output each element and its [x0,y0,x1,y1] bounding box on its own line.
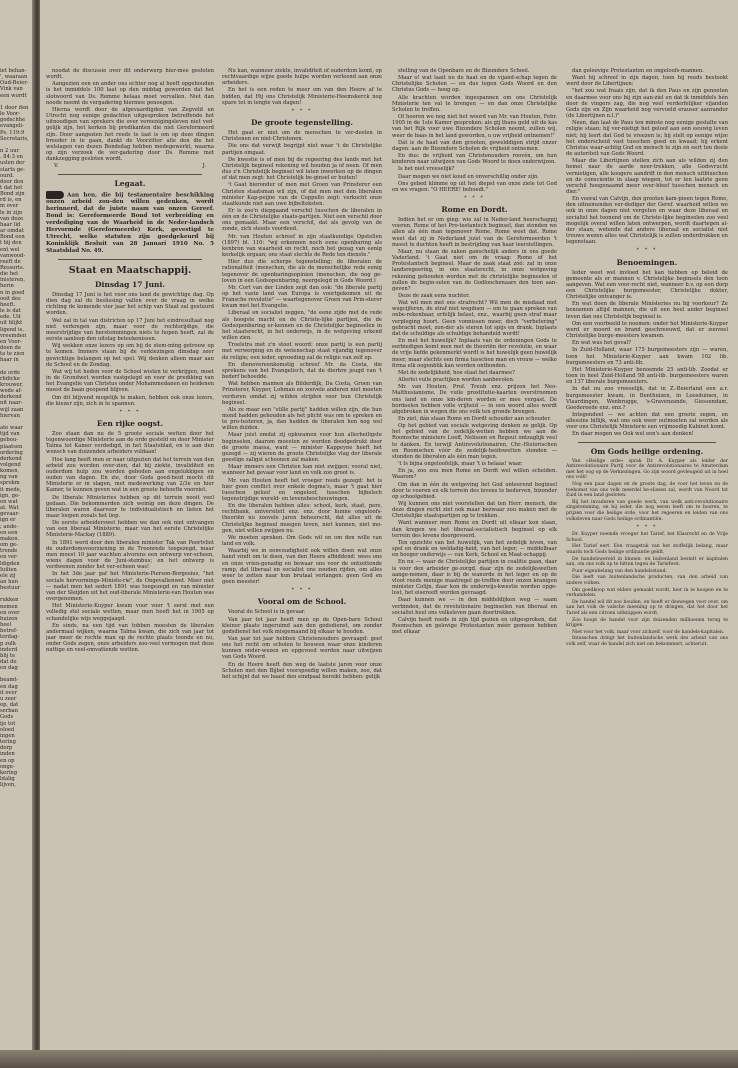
paragraph: Het Ministerie-Kuyper kwam voor voor 't eerst met een volledig stel sociale wetten, maar men heeft het in 1905 op schandelijke wijs weggejaagd. [46,603,214,622]
separator-stars: * * * [119,408,141,415]
fragment-line: haar lid [0,221,21,228]
legaat-heading: Legaat. [114,178,146,188]
paragraph: Troelstra met z'n stoot woord: onze partij is een partij met verwerping en de wetenschap staat vijandig tegenover de religie; een ieder, opvoeding zal de religie van zelf op. [222,342,382,361]
fragment-line: doen de [0,345,21,352]
fragment-line: en dag [0,683,18,690]
fragment-line: it over [0,689,17,696]
fragment-line: en over [0,609,20,616]
fragment-line: tering [0,739,16,746]
separator-stars: * * * [636,524,658,531]
paragraph: Van jaar tot jaar hebben Christenouders gevraagd: geef ons het recht om scholen te bouwen waar onze kinderen kunnen onder-wezen en opgevoed worden naar uitwijzen van Gods Woord. [222,635,382,661]
paragraph: Mr. van Houten heeft het vroeger reeds gezegd: het is hier geen conflict over enkele dogma's, maar 't gaat hier tusschen geloof en ongeloof, tusschen bijbelsch tegenstrijdige wereld- en levensbeschouwingen. [222,477,382,502]
fragment-line: ooit des [0,295,21,302]
fragment-line: heeft. [0,301,16,308]
fragment-line: uit blijkt [0,320,23,327]
paragraph: De handelswereld in binnen- en buitenland bestelt er kapitalen aan, om ons volk op te bitten tegen de Tariefwet. [566,556,728,568]
paragraph: We moeten spreken. Om Gods wil en om den wille van land en volk. [222,534,382,548]
paragraph: Calvijn heeft reeds in zijn tijd gezien en uitgesproken, dat Roomschen en gelovige Protestanten méér gemeen hebben met elkaar [392,616,557,636]
legaat-text: Aan hen, die bij testamentaire beschikking onzen arbeid zou-den willen gedenken, wordt herinnerd, dat de juiste naam van onzen Gereef. Bond is: Gereformeerde Bond tot verbreiding en verdediging van de Waarheid in de Neder-landsch Hervormde (Gereformeerde) Kerk, gevestigd te Utrecht, welke statuten zijn goedgekeurd bij Koninklijk Besluit van 28 Januari 1910 No. 5 Staatsblad No. 49. [46,192,214,254]
paragraph: Maar die Libertijnen stellen zich aan als wilden zij den hemel naar de aarde neer-trekken, alle Godsvrucht vernietigen, alle koogere aandrift in den mensch uitbluschen en de conscientie in slaap wiegen, tot er ten laatste geen verschil hoegenaamd meer over-bleef tusschen mensch en dier." [566,158,728,195]
fragment-line: een wordt [0,92,27,99]
fragment-line: ign, ge- [0,492,20,499]
paragraph: Hoe lang heeft men er naar uitgezien dat het terrein van den arbeid zou worden over-zien, dat bij ziekte, invaliditeit en ouderdom hulp zou worden geboden aan ongelukkigen en ouden van dagen. En zie, door Gods goed-heid mocht dit Ministerie er in slagen, met medewerking van 2/3e en hier Kamer, te kunnen geven wat in een groote behoefte voorziet. [46,456,214,494]
paragraph: En wat was het geval? [572,340,631,347]
paragraph: Ten opzichte van het huwelijk, van het zedelijk leven, van spel en drank en weldadig-heid, van het leger, — middelbaar en hooger onderwijs — van Kerk, School en Maat-schappij. [392,539,557,559]
paragraph: En wat doen de liberale Ministeries nu bij voorkeur? Ze benoemen altijd mannen, die uit een heel ander beginsel leven dan ons Christelijk beginsel is. [566,301,728,320]
paragraph: Nog een paar dagen en de groote dag, de voor het leven en de toekomst van ons volk meerdel be-slissen zal, wordt van Noord tot Zuid in een land gesloten. [566,481,728,499]
fragment-line: it mede, [0,486,22,493]
fragment-line: le is dat [0,308,21,315]
fragment-line: huizen [0,615,18,622]
paragraph: Op het gebied van sociale wetgeving denken ze gelijk. Op het gebied van de zedelijk-wetten hebben we aan de Roomsche ministers Loeff, Nelissen en Regout ontzaglijk veel te danken. En terwijl Antirevolutionairen, Chr.-Historischen en Roomschen vóór de zedelijk-heidswetten stonden — stonden de liberalen als één man tegen. [392,423,557,460]
fragment-line: starts ge- [0,166,25,173]
fragment-line: an hun [0,578,19,585]
fragment-line: godschhe [0,117,26,124]
paragraph: Ons gebed klimme op uit het diepst van onze ziele tot God en we vragen: "O HEERE! behoedt." [392,180,557,193]
paragraph: Of hooren we nog niet het woord van Mr. van Houten, Febr. 1905 in de 1ste Kamer gesproken: als gij thans geld uit de kas van het Rijk voor uwe Bizondere Scholen neemt, zullen wij, weer de baas in het land geworden, u uw vrijheid ontnemen!" [392,114,557,139]
paragraph: 't Gaat hieronder of men met Groen van Prinsterer een Christen staatsman wil zijn, of dat men met den liberalen minister Kap-peijne van de Coppello zegt: verkocht onze staatkunde niet aan uwe bijbelteksten. [222,182,382,207]
paragraph: In dat nu zoo vreeselijk, dat in Z.-Beierland een a.r. burgemeester kwam, in Benthuizen, in Loosduinen, in Vlaardingen, Wenbrugge, 's-Gravenzande, Giessendam, Goedereede enz. enz.? [566,386,728,411]
fragment-line: blij te [0,652,16,659]
fragment-line: om ge- [0,542,18,549]
fragment-line: rukken [0,597,19,604]
paragraph: Dát is de haat van den grooten, gewelddigen strijd onzer dagen: aan de Bizondere Scholen de vrijheid ontnemen. [392,139,557,152]
paragraph: Die ons dat verwijt begrijpt niet waar 't de Christelijke partijen omgaat. [222,143,382,156]
fragment-line: vreemden [0,332,27,339]
paragraph: Om goedkoop wat elders gemaakt wordt, hier in te koopen en te verhandelen. [566,587,728,599]
article-heading-dinsdag: Dinsdag 17 Juni. [95,280,165,289]
separator-stars: * * * [464,194,485,201]
fragment-line: en een [0,529,18,536]
fragment-line: betref- [0,628,18,635]
article-heading-gods-ordening: Om Gods heilige ordening. [590,446,704,456]
paragraph: Dinsdag 17 Juni is het voor ons land de gewichtige dag. Op dien dag zal de beslissing vallen over de vraag in welke richting de komende vier jaar het schip van Staat zal gestuurd worden. [46,292,214,317]
paragraph: In het 3de jaar gaf het Ministerie-Pierson-Borgesius, "het sociale hervormings-Ministe-rie", de Ongevallenwet. Meer niet — nadat men het sedert 1891 was toegezegd en van minister van der Sleijden uit het oud-liberale Ministerie-van Houten was overgenomen. [46,571,214,603]
fragment-line: Bond zijn [0,191,25,198]
paragraph: Integendeel — we achten dat een groote zegen, en allessins billijk, wat ons ook weer outmoeten zal worden als voor ons Christelijk Ministerie een vrijmoedig Kabinet komt. [566,411,728,431]
byline-right: J. [202,163,206,170]
paragraph: Niet voor het volk, maar voor zichzelf, voor de handels-kapitalen. [572,629,725,635]
paragraph: Wij kunnen ons niet voorstellen dat ten Herr. mensch, die deze dingen recht ziet ook maar bezwaar zou maken met de Christelijke staatspartijen op te trekken. [392,501,557,520]
fragment-line: ate waar [0,425,24,432]
fragment-line: tijd van [0,431,20,438]
divider [58,259,202,260]
fragment-line: Ressorts. [0,265,25,271]
fragment-line: ', waaraan [0,74,28,81]
fragment-line: haar in [0,357,19,364]
fragment-line: le in zijn [0,209,23,216]
paragraph: Mr. van Houten schreef in zijn staatkundige Opstellen (1897) bl. 110: "wij erkennen noch eene openbaring als kenbron van waarheid en recht, noch het gezag van eenig kerkelijk orgaan; ons staat slechts de Rede ten dienste." [222,233,382,259]
fragment-line: sprokm [0,480,20,487]
fragment-line: komen, [0,468,20,475]
fragment-line: ele zij [0,572,16,579]
paragraph: Wel zal in tal van districten op 17 Juni het eindresultaat nog niet verkregen zijn, maar voor de rechtsrijdige, die meerstrijdige van herstemmingen niets te hopen heeft, zal de eerste aanloop den uitslag beteekenissen. [46,317,214,343]
divider [578,442,716,443]
fragment-line: n in goed [0,289,25,296]
fragment-line: inden [0,751,15,758]
fragment-line: bestuur [0,585,21,592]
fragment-line: Vink van [0,86,23,93]
fragment-line: lijven, [0,782,16,789]
fragment-line: maken. [0,535,20,542]
fragment-line: uslen der [0,160,25,167]
paragraph: Nu kan, wanneer ziekte, invaliditeit of ouderdom komt, op rechtvaardige wijze goede hulpe worden verleend aan onze arbeiders. [222,68,382,87]
fragment-line: ede. Uit [0,314,21,321]
fragment-line: 1 door den [0,104,29,111]
fragment-line: Secretaris, [0,135,29,142]
fragment-line: ar omdat [0,228,24,235]
paragraph: stelling van de Openbare en de Bizondere School. [398,68,530,74]
paragraph: Wij wekken onze lezers op om bij de stem-ming getrouw op te komen. Immers staan bij de verkiezingen dinsdag zeer gewichtige belangen op het spel. Wij denken alleen maar aan de School en de Zondag. [46,343,214,368]
paragraph: Hier dus die scherpe tegenstelling; de liberalen de rationaliteit (menschen, die als de menschelijke rede eenig tegenover de openbaringsopinien (menschen, die nog ge-loven in een Godsopenbaring, neergelegd in Gods Woord.) [222,259,382,284]
paragraph: De eerste arbeiderswet hebben we dan ook niet ontvangen van een liberaal Ministerie, maar van het eerste Christelijke Ministerie-Mackay (1889). [46,520,214,539]
fragment-line: serban [0,708,18,715]
fragment-line: van deze [0,215,24,222]
paragraph: Mr. Cort van der Linden zegt dan ook: "de liberale partij op het vaste land van Europa is voortgekomen uit de Fransche revolutie" — waartegenover Groen van Prin-sterer kwam met het Evangelie. [222,284,382,310]
paragraph: Neen, dan laat de Paus ten minste nog eenige gestalte van religie staan; hij ver-nietigt het geloof aan een eeuwig leven niet; hij leert dat God te vreezen is; hij stelt op eenige wijze het onderscheid vast tusschen goed en kwaad; hij erkent Christus waar-achtig God en mensch te zijn en eert ten deele de autoriteit van Gods Woord. [566,120,728,158]
paragraph: En het is een reden te meer om van den Heere af te bidden, dat Hij ons Christelijk Ministerie-Heemskerck nog spare tot in lengte van dagen! [222,87,382,106]
fragment-line: m over [0,203,19,210]
paragraph: Maar juist omdat zij opkwamen voor hun allerheiligste beginselen, daarom moesten ze worden doodgedrukt door de groote massa, want — minister Kappeyne heeft het gezegd — zij wieren de groote Christelijke vlag der liberale geestige zaligst schoonen zal maken. [222,432,382,464]
paragraph: De handel wil dit zoo houden, en heeft er deswegen voor over, om aan het volk de valsche meening op te dringen, dat het door het Tarief als een citroen uitknippen wordt. [566,599,728,616]
fragment-line: herin [0,283,14,290]
fragment-line: derkend [0,394,22,401]
fragment-line: rd is, en [0,197,22,204]
paragraph: Om dan in één de wetgeving het God onteerend beginsel door te voeren en elk terrein des levens te bederven, bizonder op schoolgebied. [392,481,557,500]
paragraph: Indien het er om ging: wie zal in Neder-land heerschappij voeren, Rome of het Pro-testantsch beginsel, dan stonden we allen als één man tegenover Rome. Rome weet dat. Rome weet dat zij in Nederland juist van de Gereformeerden 't meest te duchten heeft in bestrijding van haar leerstellingen. [392,217,557,248]
fragment-line: en Voor- [0,338,22,345]
paragraph: Maar, nu staan de zaken ganschelijk anders in ons goede Vaderland. 't Gaat niet om de vraag: Rome of het Protestantsch beginsel. Maar de zaak staat zóó: zal in onze landsregeering, in ons staatsrecht, in onze wetgeving rekening gehouden worden met de christelijke beginselen of zullen de begin-selen van de Godloochenaars den toon aan-geven? [392,248,557,292]
paragraph: "het zou wat fraais zijn, dat ik den Paus en zijn genooten en daarmee voor ons bij zijn aan-ziel en dat ik inmiddels hén door de vingers zag, die nog veel verderfelijker vijanden Gods zijn en Zijn waarheid nog vervoeld erauser aanrander (de Libertijnen n.l.)" [566,88,728,120]
paragraph: En met het huwelijk? Inplaats van de ordeningen Gods te eerbiedigen komt men met de theoriën der revolutie, en waar de vrije liefde gekenmerkt wordt is het huwelijk geen huwelijk meer, maar slechts een firma tusschen man en vrouw — welke firma elk oogenblik kan worden ontbonden. [392,338,557,369]
fragment-line: p zulk [0,640,16,647]
fragment-line: en wat [0,498,18,505]
paragraph: Van »Heilige orde« sprak Dr. A. Kuyper als leider der Antirevolutionaire Partij voor de Antirevolutionaires te Amsterdam met het oog op de Verkiezingen. Go zijn woord gevleugeld uit in heel ons volk! [566,458,728,481]
separator-stars: * * * [291,587,313,594]
pointing-hand-icon [46,191,64,199]
fragment-line: vanwood- [0,252,26,259]
fragment-line: volgend [0,462,21,468]
paragraph: noodat de discussie over dit onderwerp hier-mee gesloten wordt. [46,68,214,81]
legaat-notice [46,191,214,256]
article-heading-benoemingen: Benoemingen. [616,257,678,267]
fragment-line: Gods [0,714,14,721]
paragraph: Van jaar tot jaar heeft men op de Open-bare School kleiner plaats ingeruimd aan den godsdienst, om zonder godsdienst het volk misgemaand bij elkaar te houden. [222,616,382,635]
fragment-line: t dat het [0,184,23,191]
fragment-line: plaatsen [0,443,23,450]
byline [46,163,214,169]
fragment-line: ourd. [0,172,14,179]
paragraph: Aangezien een en ander ons echter nog al heeft opgehouden is het inmiddels 100 laat op den middag geworden dat het slotwoord van Ds. Remme helaas moet vervallen. Niet dan noode neemt de vergadering hiermee genoegen. [46,81,214,106]
paragraph: De kwestie is of men bij de regeering des lands met het Christelijk beginsel rekening wil houden ja of neen. Of men dus z'n Christelijk beginsel wil laten inwerken op de dingen of dat men zegt: het Christelijk be-ginsel er buiten! [222,156,382,182]
fragment-line: ordering [0,449,23,456]
paragraph: dan geloovige Protestanten en ongeloofs-mannen. [572,68,704,74]
paragraph: Er is zoo'n diepgaand verschil tusschen de liberalen in één en de Christelijke staats-partijen. Niet een verschil door ons gemaakt. Maar een verschil, dat als gevolg van de zonde, zich steeds voordeed. [222,207,382,233]
binding-spine [32,0,40,1068]
paragraph: Maar immers een Christen kan niet zwijgen; vooral niet, wanneer het gevaar voor land en volk zoo groot is. [222,464,382,477]
fragment-line: Ps. 119:9 [0,129,25,136]
paragraph: Vooral de School is in gevaar. [228,609,306,616]
article-heading-oogst: Een rijke oogst. [96,418,164,428]
paragraph: Zoo hoopt de handel voor zijn duizenden millioenen terug te krijgen. [566,617,728,629]
paragraph: Bij het invaderen van goede werk, van welk anti-revolutionaire zingstemming, en bij ieder, die nog eeren leeft om te hooren, te prijzen voor die heilige orde, voor het regeeren en leiden van ons volksleven naar Gods heilige ordinantiën. [566,499,728,522]
paragraph: En dus: de vrijheid van Christenouders roovén, om hun kinderen naar uitwijzen van Gods Woord te doen onderwijzen. [392,153,557,166]
paragraph: Puur eigenbelang van den handelsstand. [572,568,667,574]
fragment-line: kering [0,769,18,776]
fragment-line: terdag- [0,634,20,641]
fragment-line: gevaar- [0,511,20,518]
paragraph: Mr. van Houten, Prof. Treub enz. prijzen het Neo-Malthusianisme. De vuile prostitutie-kaarten overstroomen ons land en onze kin-deren worden er mee vergast. De bordeelen hebben volle vrijheid — in een woord alles wordt afgebroken in wegen die ons volk ten gronde brengen. [392,384,557,415]
fragment-line: en op [0,757,15,764]
paragraph: En dienovereenkomstig schreef Mr. da Costa, die sprekens van het Evangelisch, dat de dierbre jeugd van 't bederf behoedde. [222,361,382,381]
fragment-line: ingen [0,732,15,739]
paragraph: Wat wij tot heden voor de School wisten te verkrijgen, moet in de Grondwet worden vastgelegd en voor de prediking van het Evangelie van Christus onder Mohammedanen en heidenen moest de baan geopend blijven. [46,368,214,394]
fragment-line: ng van [0,474,18,481]
paragraph: Het Tarief eert. Een vraagstuk van het stoffelijk belang, maar waarin toch Gods heilige ordinantie geldt. [566,544,728,556]
fragment-line: die het [0,271,19,278]
fragment-line: derkend [0,455,22,462]
article-heading-tegenstelling: De groote tegenstelling. [251,118,353,128]
fragment-line: nit naar- [0,400,23,407]
paragraph: Want hij schreef in zijn dagen, toen hij reeds bestookt werd door de Libertijnen: [566,75,728,88]
fragment-line: de orde [0,369,21,376]
paragraph: 't Is bijna ongeloofelijk, maar 't is helaas! waar. [398,461,523,468]
fragment-line: reeft de [0,258,21,265]
fragment-line: . 84:3 en [0,154,24,161]
paragraph: Zoo staan dan nu de 5 groote sociale wetten door het tegenwoordige Ministerie aan de orde gesteld en door Minister Talma tot Kamer verdedigd, in het Staatsblad, en is aan den wensch van duizenden arbeiders voldaan! [46,430,214,456]
fragment-line: ent wel [0,246,20,253]
paragraph: Als ze maar een "stille partij" hadden willen zijn, die hun mond hadden gehouden als het plicht was om te spreken en te pro-testeren, ja, dan hadden de liberalen hen nog wel willen dulden. [222,406,382,432]
fragment-line: Iuilien [0,566,17,573]
paragraph: En de Heere heeft den weg de laatste jaren voor onze Scholen met den Bijbel voorspoedig willen maken, zoo, dat het schijnt dat we haast den eindpaal bereikt hebben: gelijk [222,661,382,680]
paragraph: Liberaal en socialist zeggen, "de eene zijde met de rede als hoogste macht en de Christe-lijke partijen, die de Godsopenbaring er-kennen en de Christelijke beginselen in het staatsrecht, in het onderwijs, in de wetgeving erkend willen zien. [222,310,382,342]
fragment-line: wijl zaan [0,406,24,413]
paragraph: Het gaat er niet om de menschen te ver-deelen in Christenen en niet-Christenen. [222,130,382,143]
paragraph: Is het niet vreeselijk? [398,166,455,173]
article-heading-school: Vooral om de School. [257,597,347,607]
fragment-line: rlidicke [0,375,20,382]
fragment-line: t bij den [0,240,22,247]
paragraph: Om een voorbeeld te noemen: onder het Ministerie-Kuyper werd er moord en brand geschreeuwd, dat er zooveel Christelijke burge-meesters kwamen. [566,320,728,340]
paragraph: Waarbij we in eenvoudigheid ook willen doen wat onze hand vindt om te doen, van den Heere afbiddend: wees ons en onze vrien-genadig en bewaar ons voor de ontzettende ramp, dat liberaal en socialist ons zouden rijden, om alles weer te zetten naar hun brutaal verlangen: geen God en geen meester! [222,548,382,586]
fragment-line: iet behan- [0,68,27,74]
paragraph: Allerlei vuile practijken worden aanbevolen. [398,377,515,384]
paragraph: En die liberalen hebben alles: school, kerk, staat, pers, rechtbank, universiteit enz. enz. door hunne ongeloofs-theoriën nu zoovele jaren beheerscht, dat alles uit de Christelijke beginsel moegen leven, niet kunnen, niet mo-gen, niet willen zwijgen nu. [222,503,382,534]
article-heading-rome: Rome en Dordt. [441,205,508,215]
separator-stars: * * * [291,107,313,114]
byline-left: V. [54,163,59,170]
fragment-line: at. Wat [0,505,19,512]
paragraph: En vooral van Calvijn, den grooten kam-pioen tegen Rome, den uitnemenden ver-dediger der Geref. waarheid willen we ook in onze dagen niet vergeten en waar deze liberaal en socialist het toonend om de Christe-lijke beginselen zoo veel mogelijk overal willen laten ontwerpen, wordt daartegen al-der staan, wetende dat andere liberaal en socialist niet trouwe wezen alles wat Christelijk is zullen onderdrukken en tegenstaan. [566,196,728,246]
fragment-line: hiervan [0,412,20,419]
column-2 [222,68,382,1048]
fragment-line: door den [0,178,24,185]
paragraph: Daar kunnen we — in den middeldijken weg — saam verbinden, dat de revolutionaire beginselen van liberaal en socialist heel ons volksleven gaan doortrekken. [392,597,557,616]
fragment-line: inisteren, [0,277,26,284]
fragment-line: gebou- [0,437,18,444]
paragraph: En sinds, na een tijd van tobben moesten de liberalen andermaal wijken, waarna Talma kwam, die zich van jaar tot jaar meer de rechte man op de rechte plaats toonde en nu, onder Gods zegen, onze arbeiders zoo-veel vermogen met deze nuttige en veel-omvattende wetten. [46,622,214,654]
paragraph: Want wanneer men Rome en Dordt uit elkaar kon slaan, dan kregen we het liberaal-socialistisch beginsel op elk terrein des levens doorgevoerd. [392,520,557,539]
fragment-line: en ver- [0,554,19,561]
fragment-line: ldalig [0,775,15,782]
paragraph: Intusschen dringt het buitenlandsche werk des arbeid van ons volk zelf, waar de handel zich niet om bekommert, achteruit. [566,636,728,647]
paragraph: En ziet, dán staan Rome en Dordt schouder aan schouder. [398,415,551,422]
page-bottom-edge [0,1050,738,1068]
paragraph: Ieder weet wel invloed het kan hebben op beleid de gemeente als er mannen v. Christelijke beginsels den toon aangeven. Wat een voor-recht niet, wanneer b.v. op een dorp een Christelijke burgemeester, Christelijke dokter, Christelijke ontvanger is. [566,269,728,301]
fragment-line: heel [0,622,12,629]
column-3 [392,68,557,1048]
divider [58,174,202,175]
fragment-line: en dag [0,665,18,672]
fragment-line: op, dat [0,702,19,709]
fragment-line: ta te zien [0,351,25,358]
paragraph: En nu — waar de Christelijke partijen in coalitie gaan, daar is voor den arbeider ge-zorgd, daar zijn de zedelijkswetten aange-nomen, daar is bij de wanorde in het leger en op de vloot reeds menige maatregel ge-troffen door onzen kranigen minister Colijn, daar kon de onderwijs-kwestie worden opge-lost, het eisereeft worden gevraagd. [392,559,557,597]
fragment-line: ligend is, [0,326,24,333]
fragment-line: dat de [0,659,17,665]
section-heading-staat: Staat en Maatschappij. [68,265,192,276]
fragment-line: u zeer [0,695,17,702]
column-4 [566,68,728,1048]
paragraph: Hierna wordt door de afgevaardigden van Zegveld en Utrecht nog eenige gedachten uitgesproken betreffende het uitnoodigen van sprekers die over vereenigingsleven niet ved-gelijk zijn, het kerken bij predikanten die niet Gereformeerd zijn. Door aangezien het reeds te laat is om op deze dingen breeder in te gaan, dankt de Voorzitter alle den die het welslagen van dezen Bondsdag hebben medegewerkt, waarna op zijn verzoek de ver-gadering door Ds. Remme met dankzegging gesloten wordt. [46,106,214,163]
fragment-line: ije tot [0,720,16,727]
fragment-line: ; ande- [0,523,18,530]
paragraph: Alle krachten worden ingespannen om ons Christelijk Ministerie ten val te brengen — en dan onze Christelijke Scholen te treffen. [392,94,557,113]
fragment-line: Oud-Beier- [0,80,29,87]
fragment-line: oloed [0,726,15,733]
paragraph: En daar mogen we Ook wel een's aan denken! [572,431,694,438]
fragment-line: krouwer, [0,381,24,388]
separator-stars: * * * [636,247,658,254]
fragment-line: nemen [0,603,18,610]
paragraph: En ja, zoo zou men Rome en Dordt wel willen scheiden. Waarom? [392,468,557,481]
fragment-line: onge- [0,763,15,770]
fragment-line: le Voor- [0,111,21,118]
paragraph: Daar mogen we niet koud en onverschillig onder zijn. [398,173,539,180]
fragment-line: beamt- [0,677,19,684]
paragraph: Met de zedelijkheid, hoe staat het daarmee? [398,369,515,376]
paragraph: Die leeft van buitenlandsche producten, van den arbeid van andere volken. [566,575,728,587]
paragraph: Maar o! wat laait nu de haat en de vijand-schap tegen de Christelijke Scholen — en dus tegen Gods Woord en den Christus Gods — hoog op. [392,75,557,94]
paragraph: In Zuid-Holland, waar 175 burgemeesters zijn — waren, toen het Ministerie-Kuyper aan kwam 102 lib. burgemeesters en 73 anti-lib. [566,347,728,366]
fragment-line: ign er [0,517,16,524]
paragraph: Wat wil men met ons strafrecht? Wil men de misdaad niet wegcijferen, de straf niet wegdoen — om te gaan spreken van onbe-rekenbaar, erfelijk belast, enz., waarbij geen straf maar verpleging hoort. Geen vonnissen meer, doch "verbetering" gebracht moet, zon-der als eieren tot spijs en drank. Inplaats dat de schuldige als schuldige behandeld wordt! [392,300,557,337]
paragraph: Deze de zaak eens nuchter. [398,293,470,299]
paragraph: Wat hebben mannen als Bilderdijk, Da Costa, Groen van Prinsterer, Kuyper, Lohman en zoovele anderen niet moeten verduren omdat zij wilden strijden voor hun Christelijk beginsel. [222,381,382,406]
fragment-line: ldigden [0,560,20,567]
fragment-line: wede af- [0,388,23,395]
left-page-fragment [0,68,32,1048]
fragment-line: dorp [0,745,13,752]
fragment-line: inderd [0,646,18,653]
paragraph: Het Ministerie-Kuyper benoemde 25 anti-lib. Zoodat er toen in heel Zuid-Holland 98 anti-lib. burgemeesters waren en 137 liberale burgemeesters. [566,366,728,386]
paragraph: De liberale Ministeries hebben op dit terrein nooit veel gedaan. Die bekommerden zich weinig om deze dingen. De liberalen waren daarvoor te individualistisch en lieten het maar loopen zooals het liep. [46,494,214,519]
paragraph: In 1891 werd door den liberalen minister Tak van Poortvliet de ouderdomsvoorziening in de Troonrede toegezegd, maar men moest 10 jaar wachten alvorens een ontwerp ver-scheen, wiens dagen voor de Juni-stembus; en het ontwerp is verdwenen zonder het ver-scheen was! [46,539,214,571]
column-1 [46,68,214,1048]
fragment-line: evangeli- [0,123,24,130]
paragraph: Dr. Kuyper noemde vroeger het Tarief, het Klasrecht en de Vrije School. [566,532,728,543]
fragment-line: n 2 uur [0,148,20,155]
fragment-line: Bond een [0,234,25,241]
fragment-line: trende [0,548,18,555]
paragraph: Om dit blijvend mogelijk te maken, hebben ook onze lezers, die kiezer zijn, zich in te spannen. [46,394,214,407]
